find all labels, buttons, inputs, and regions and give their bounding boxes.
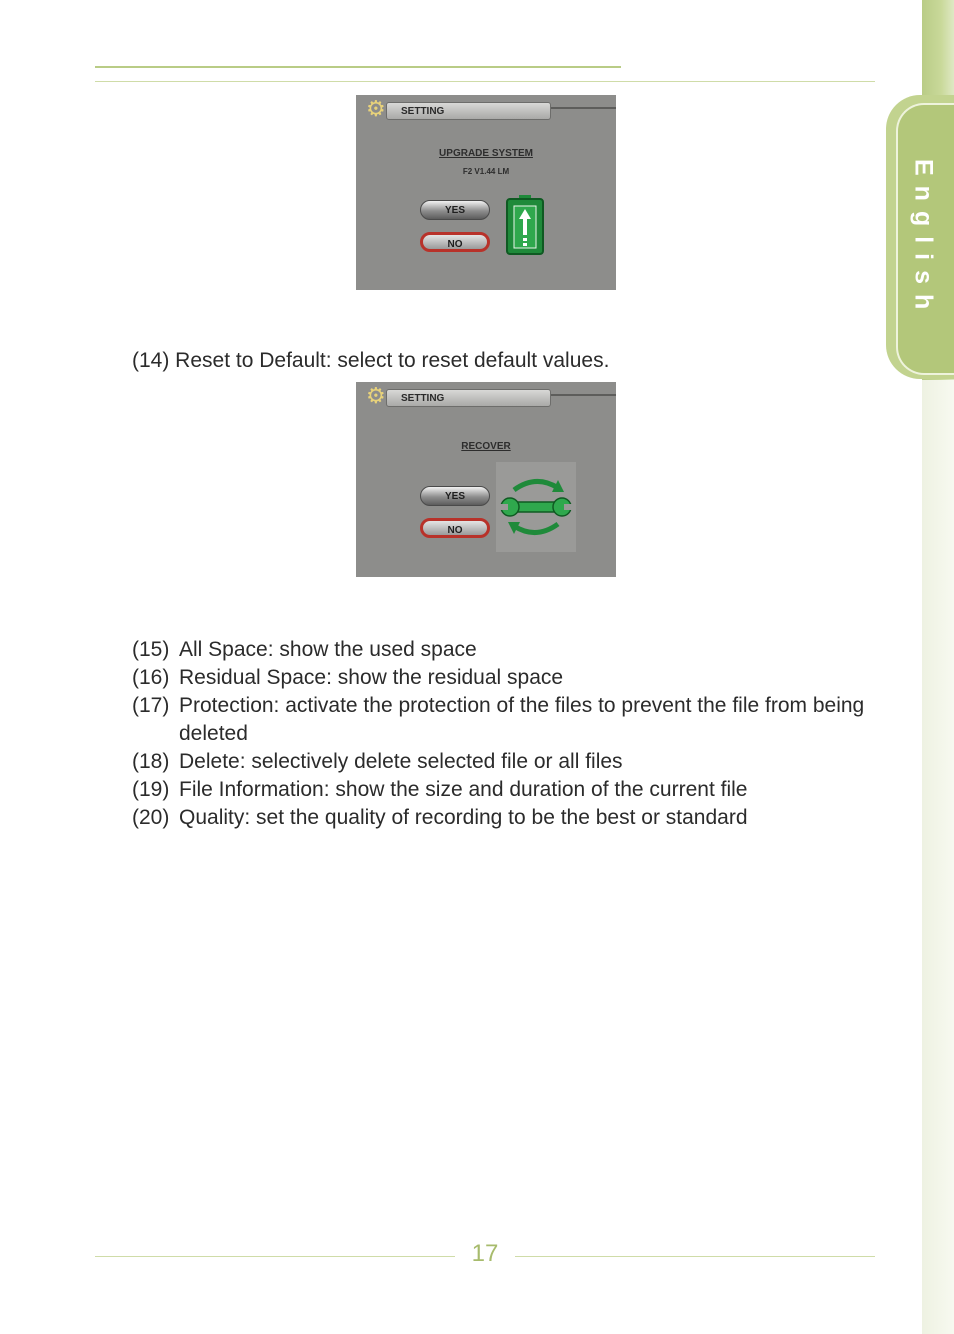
item-number: (20)	[132, 806, 170, 829]
footer-rule-right	[515, 1256, 875, 1257]
item-text: All Space: show the used space	[179, 638, 477, 661]
list-item	[132, 664, 872, 692]
screen-titlebar: SETTING	[386, 102, 551, 120]
screen-heading: RECOVER	[461, 441, 511, 452]
item-text: File Information: show the size and duration of the current file	[179, 778, 748, 801]
screen-heading: UPGRADE SYSTEM	[439, 148, 533, 159]
item-number: (15)	[132, 638, 170, 661]
no-button: NO	[420, 232, 490, 252]
side-band-lower	[922, 380, 954, 1334]
settings-icon: ⚙	[366, 96, 386, 121]
language-tab-inner	[896, 103, 954, 375]
titlebar-line	[551, 394, 616, 396]
upgrade-battery-icon	[506, 195, 544, 255]
yes-button: YES	[420, 486, 490, 506]
list-item	[132, 748, 872, 776]
settings-icon: ⚙	[366, 383, 386, 408]
item-text: Protection: activate the protection of the files to prevent the file from being deleted	[179, 694, 865, 745]
footer-rule-left	[95, 1256, 455, 1257]
recover-wrench-icon	[496, 462, 576, 552]
no-button: NO	[420, 518, 490, 538]
page-number: 17	[471, 1240, 499, 1267]
titlebar-line	[551, 107, 616, 109]
item-text: Delete: selectively delete selected file or all files	[179, 750, 623, 773]
item-number: (18)	[132, 750, 170, 773]
yes-button: YES	[420, 200, 490, 220]
header-rule	[95, 66, 621, 68]
screen-titlebar: SETTING	[386, 389, 551, 407]
language-label: English	[909, 158, 938, 320]
item-number: (17)	[132, 694, 170, 717]
item-text: Quality: set the quality of recording to be the best or standard	[179, 806, 748, 829]
list-item	[132, 776, 872, 804]
version-text: F2 V1.44 LM	[462, 167, 510, 176]
list-item	[132, 636, 872, 664]
feature-list	[132, 636, 872, 832]
upgrade-system-screenshot	[356, 95, 616, 290]
header-rule-thin	[95, 81, 875, 82]
item-number: (16)	[132, 666, 170, 689]
list-item	[132, 692, 872, 748]
list-item	[132, 804, 872, 832]
recover-screenshot	[356, 382, 616, 577]
reset-default-caption: (14) Reset to Default: select to reset default values.	[132, 349, 610, 372]
item-number: (19)	[132, 778, 170, 801]
item-text: Residual Space: show the residual space	[179, 666, 564, 689]
